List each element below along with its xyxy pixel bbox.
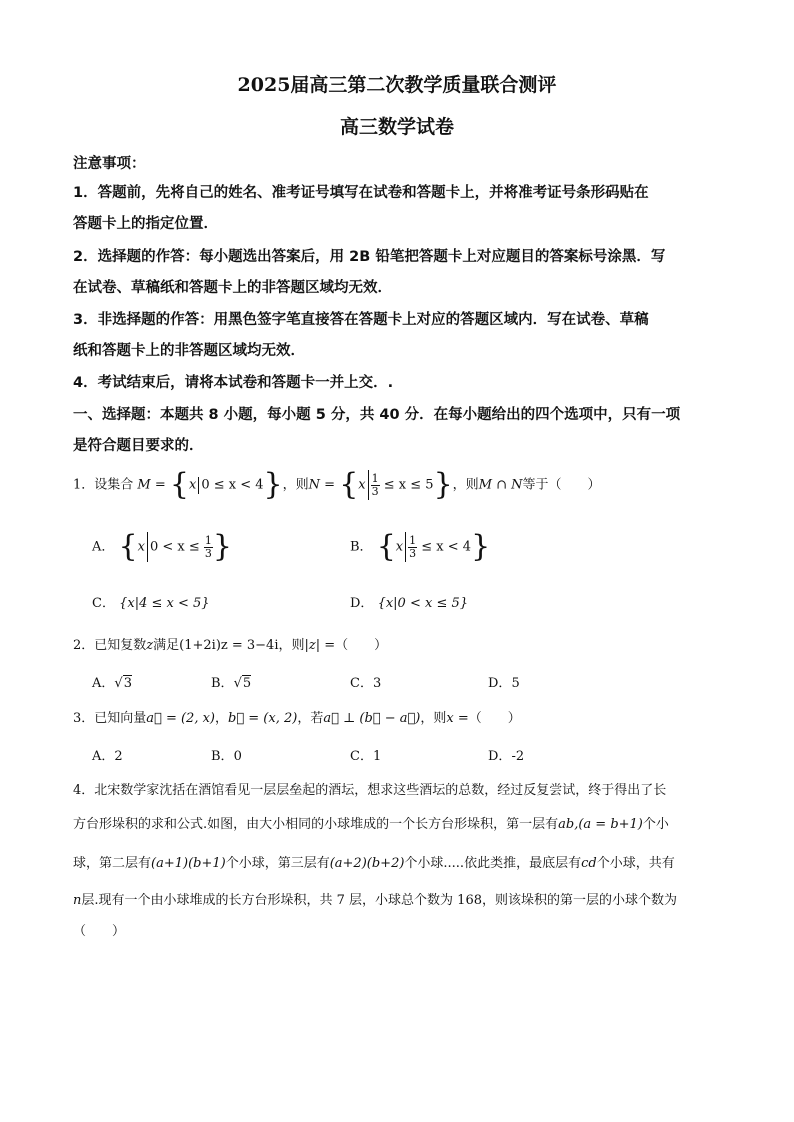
q3-c-value: 1: [372, 749, 382, 764]
q1-frac-num: 1: [371, 471, 379, 485]
q4-line2-tail: 个小: [642, 817, 669, 832]
q3-text-a: 3．已知向量: [73, 711, 147, 726]
q3-b-value: 0: [233, 749, 242, 764]
question-1-stem: 1．设集合 M = {x 0 ≤ x < 4}，则N = {x $\frac{1}{3}$ ≤ x ≤ 5}，则M ∩ N等于（ ）: [73, 467, 601, 502]
note-1-line-2: 答题卡上的指定位置．: [73, 216, 218, 232]
q1-a-frac-num: 1: [204, 533, 212, 547]
q2-d-value: 5: [511, 676, 520, 691]
q1-d-label: D．: [350, 596, 374, 611]
q1-c-label: C．: [92, 596, 115, 611]
q2-modulus: |z|: [304, 638, 321, 653]
q2-d-label: D．: [488, 676, 512, 691]
q3-text-b: ，若: [297, 711, 324, 726]
q1-setm-cond: 0 ≤ x < 4: [201, 477, 264, 493]
q3-a-label: A．: [92, 749, 115, 764]
q4-line3-math-2: (a+2)(b+2): [329, 856, 405, 871]
q1-a-var: x: [137, 539, 145, 555]
q2-text-a: 2．已知复数: [73, 638, 147, 653]
q1-set-m: M: [137, 477, 151, 493]
q2-b-value: 5: [242, 676, 252, 691]
q4-line3-math-1: (a+1)(b+1): [151, 856, 226, 871]
q1-intersection: M ∩ N: [478, 477, 523, 493]
q3-d-value: -2: [511, 749, 525, 764]
q1-b-cond: ≤ x < 4: [421, 539, 472, 555]
q3-a-value: 2: [114, 749, 123, 764]
q1-a-frac-den: 3: [204, 546, 212, 560]
q2-option-b[interactable]: B．√5: [211, 676, 252, 691]
q2-c-value: 3: [372, 676, 382, 691]
q2-option-a[interactable]: A．√3: [92, 676, 132, 691]
note-3-line-2: 纸和答题卡上的非答题区域均无效．: [73, 343, 305, 359]
question-4-line-2: [73, 813, 669, 832]
q4-line3-math-3: cd: [581, 856, 597, 871]
q4-line4-text: 层.现有一个由小球堆成的长方台形垛积，共 7 层，小球总个数为 168，则该垛积的第一层的小球个数为: [81, 893, 677, 908]
q1-equals: =: [150, 477, 170, 493]
q3-ask: =（ ）: [453, 711, 521, 726]
question-4-line-1: 4．北宋数学家沈括在酒馆看见一层层垒起的酒坛，想求这些酒坛的总数，经过反复尝试，终于得出了长: [73, 783, 667, 798]
q1-a-cond: 0 < x ≤: [149, 539, 200, 555]
question-4-answer-paren: （ ）: [73, 924, 126, 939]
q3-condition: a⃗ ⊥ (b⃗ − a⃗): [323, 711, 421, 726]
q3-sep: ，: [215, 711, 229, 726]
q2-equation: (1+2i)z = 3−4i: [179, 638, 279, 653]
q2-ask: =（ ）: [320, 638, 388, 653]
q3-text-c: ，则: [420, 711, 447, 726]
q4-line3-d: 个小球，共有: [596, 856, 675, 871]
q3-c-label: C．: [350, 749, 373, 764]
q1-option-c[interactable]: [92, 592, 210, 611]
q4-line3-a: 球，第二层有: [73, 856, 152, 871]
note-2-line-2: 在试卷、草稿纸和答题卡上的非答题区域均无效．: [73, 280, 392, 296]
q1-b-var: x: [395, 539, 404, 555]
note-1-line-1: 1．答题前，先将自己的姓名、准考证号填写在试卷和答题卡上，并将准考证号条形码贴在: [73, 185, 649, 201]
q1-option-b[interactable]: B． {x $\frac{1}{3}$ ≤ x < 4}: [350, 529, 491, 564]
section-1-line-1: 一、选择题：本题共 8 小题，每小题 5 分，共 40 分．在每小题给出的四个选项中，只有一项: [73, 407, 681, 423]
exam-subtitle: 高三数学试卷: [339, 116, 454, 138]
note-4-line-1: 4．考试结束后，请将本试卷和答题卡一并上交．.: [73, 375, 394, 391]
q1-then-2: ，则: [452, 477, 479, 493]
q2-option-d[interactable]: [488, 672, 520, 691]
exam-title: 2025届高三第二次教学质量联合测评: [237, 74, 557, 96]
q3-x: x: [446, 711, 454, 726]
q2-option-c[interactable]: [350, 672, 381, 691]
q1-option-a[interactable]: A． {x 0 < x ≤ $\frac{1}{3}$ }: [92, 529, 232, 564]
q1-c-set: {x|4 ≤ x < 5}: [119, 596, 210, 611]
q1-setn-cond: ≤ x ≤ 5: [383, 477, 434, 493]
notes-heading: 注意事项：: [73, 156, 146, 172]
q1-frac-den: 3: [371, 484, 379, 498]
note-2-line-1: 2．选择题的作答：每小题选出答案后，用 2B 铅笔把答题卡上对应题目的答案标号涂黑．写: [73, 249, 666, 265]
question-4-line-4: [73, 889, 677, 908]
q1-then: ，则: [282, 477, 309, 493]
q4-line2-math: ab,(a = b+1): [558, 817, 643, 832]
q1-setm-var: x: [189, 477, 197, 493]
q4-line2-text: 方台形垛积的求和公式.如图，由大小相同的小球堆成的一个长方台形垛积，第一层有: [73, 817, 559, 832]
q1-a-label: A．: [92, 539, 115, 555]
q2-a-label: A．: [92, 676, 115, 691]
question-3-stem: [73, 707, 521, 726]
q3-option-b[interactable]: [211, 745, 242, 764]
q3-vector-a: a⃗ = (2, x): [146, 711, 216, 726]
q3-b-label: B．: [211, 749, 234, 764]
note-3-line-1: 3．非选择题的作答：用黑色签字笔直接答在答题卡上对应的答题区域内．写在试卷、草稿: [73, 312, 649, 328]
question-2-stem: [73, 634, 387, 653]
q1-equals-2: =: [320, 477, 340, 493]
q3-option-c[interactable]: [350, 745, 381, 764]
q1-number: 1．设集合: [73, 477, 134, 493]
q2-z: z: [146, 638, 154, 653]
q1-set-n: N: [308, 477, 321, 493]
q3-d-label: D．: [488, 749, 512, 764]
q1-b-frac-num: 1: [409, 533, 417, 547]
q4-line3-c: 个小球.....依此类推，最底层有: [404, 856, 582, 871]
section-1-line-2: 是符合题目要求的．: [73, 438, 204, 454]
q2-text-b: 满足: [153, 638, 180, 653]
q4-line4-math: n: [73, 893, 82, 908]
q2-c-label: C．: [350, 676, 373, 691]
q1-option-d[interactable]: [350, 592, 468, 611]
q3-option-d[interactable]: [488, 745, 524, 764]
q1-ask: 等于（ ）: [522, 477, 601, 493]
q1-setn-var: x: [358, 477, 366, 493]
q1-d-set: {x|0 < x ≤ 5}: [377, 596, 469, 611]
question-4-line-3: [73, 852, 675, 871]
q3-option-a[interactable]: [92, 745, 123, 764]
q4-line3-b: 个小球，第三层有: [225, 856, 330, 871]
q2-a-value: 3: [123, 676, 132, 691]
q1-b-frac-den: 3: [409, 546, 417, 560]
q2-text-c: ，则: [278, 638, 305, 653]
q1-b-label: B．: [350, 539, 373, 555]
q3-vector-b: b⃗ = (x, 2): [228, 711, 298, 726]
q2-b-label: B．: [211, 676, 234, 691]
